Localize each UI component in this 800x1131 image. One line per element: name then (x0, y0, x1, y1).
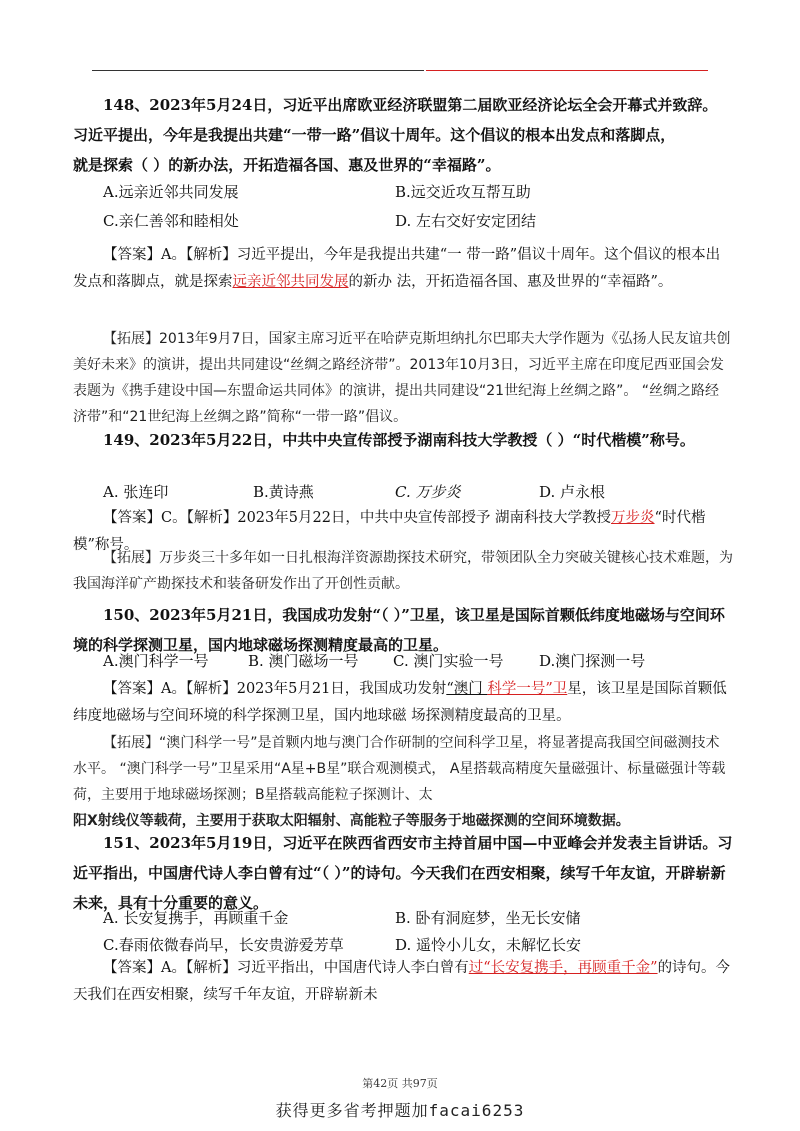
q148-option-b: B.远交近攻互帮互助 (395, 183, 531, 201)
q150-answer (73, 676, 733, 730)
q149-line1: 149、2023年5月22日，中共中央宣传部授予湖南科技大学教授（ ）“时代楷模”称号。 (103, 431, 695, 449)
q148-line1: 148、2023年5月24日，习近平出席欧亚经济联盟第二届欧亚经济论坛全会开幕式并致辞。 (103, 96, 718, 114)
question-148 (73, 90, 733, 180)
q150-extension-bold: 阳X射线仪等载荷，主要用于获取太阳辐射、高能粒子等服务于地磁探测的空间环境数据。 (73, 813, 630, 829)
q149-answer-tail: “时代楷模”称号。 (73, 510, 706, 553)
q148-line2: 习近平提出，今年是我提出共建“一带一路”倡议十周年。这个倡议的根本出发点和落脚点， (73, 126, 676, 144)
q150-option-a: A.澳门科学一号 (103, 652, 209, 670)
q148-option-d: D. 左右交好安定团结 (395, 212, 537, 230)
q150-answer-tail: 星，该卫星是国际首颗低纬度地磁场与空间环境的科学探测卫星，国内地球磁 场探测精度最高的卫星。 (73, 681, 727, 724)
q150-option-b: B. 澳门磁场一号 (248, 652, 359, 670)
header-rule-red (426, 70, 708, 71)
q149-answer-highlight: 万步炎 (611, 510, 655, 526)
q150-option-d: D.澳门探测一号 (539, 652, 646, 670)
q148-answer (73, 242, 733, 296)
q151-answer (73, 955, 733, 1009)
q148-answer-text: 【答案】A。【解析】习近平提出，今年是我提出共建“一 带一路”倡议十周年。这个倡议的根本出发点和落脚点，就是探索 (73, 247, 721, 290)
q149-answer-text: 【答案】C。【解析】2023年5月22日，中共中央宣传部授予 湖南科技大学教授 (103, 510, 612, 526)
q151-answer-text: 【答案】A。【解析】习近平指出，中国唐代诗人李白曾有 (103, 960, 469, 976)
q148-extension (73, 326, 733, 430)
page-number: 第42页 共97页 (362, 1077, 438, 1090)
q148-option-c: C.亲仁善邻和睦相处 (103, 212, 239, 230)
q151-line1: 151、2023年5月19日，习近平在陕西省西安市主持首届中国—中亚峰会并发表主旨讲话。习近平指出，中国唐代诗人李白曾有过“（ ）”的诗句。今天我们在西安相聚，续写千年友谊，开辟崭新未来，具有十分重要的意义。 (73, 834, 733, 912)
q149-option-a: A. 张连印 (103, 483, 169, 501)
q151-option-d: D. 遥怜小儿女，未解忆长安 (395, 936, 582, 954)
q151-option-a: A. 长安复携手，再顾重千金 (103, 909, 289, 927)
q150-answer-quote-close: ”卫 (545, 681, 568, 697)
q150-answer-quote-open: “澳门 (446, 681, 488, 697)
q151-option-b: B. 卧有洞庭梦，坐无长安储 (395, 909, 581, 927)
q148-line3: 就是探索（ ）的新办法，开拓造福各国、惠及世界的“幸福路”。 (73, 156, 501, 174)
q150-answer-text: 【答案】A。【解析】2023年5月21日，我国成功发射 (103, 681, 447, 697)
q148-answer-highlight: 远亲近邻共同发展 (232, 274, 349, 290)
q151-option-c: C.春雨依微春尚早，长安贵游爱芳草 (103, 936, 344, 954)
q151-answer-highlight: 过“长安复携手，再顾重千金” (468, 960, 658, 976)
q150-extension (73, 730, 733, 834)
q149-option-d: D. 卢永根 (539, 483, 606, 501)
header-rule-black (92, 70, 424, 71)
q149-extension-text: 【拓展】万步炎三十多年如一日扎根海洋资源勘探技术研究，带领团队全力突破关键核心技术难题，为我国海洋矿产勘探技术和装备研发作出了开创性贡献。 (73, 550, 733, 592)
q149-option-b: B.黄诗燕 (253, 483, 314, 501)
question-149 (73, 425, 733, 455)
q151-answer-tail: 的诗句。今天我们在西安相聚，续写千年友谊，开辟崭新未 (73, 960, 731, 1003)
q150-answer-highlight: 科学一号 (487, 681, 546, 697)
q148-option-a: A.远亲近邻共同发展 (103, 183, 239, 201)
q150-line1: 150、2023年5月21日，我国成功发射“（ ）”卫星，该卫星是国际首颗低纬度地磁场与空间环境的科学探测卫星，国内地球磁场探测精度最高的卫星。 (73, 606, 725, 654)
q149-option-c: C. 万步炎 (395, 483, 461, 501)
q148-extension-text: 【拓展】2013年9月7日，国家主席习近平在哈萨克斯坦纳扎尔巴耶夫大学作题为《弘扬人民友谊共创美好未来》的演讲，提出共同建设“丝绸之路经济带”。2013年10月3日，习近平主席在印度尼西亚国会发表题为《携手建设中国—东盟命运共同体》的演讲，提出共同建设“21世纪海上丝绸之路”。 “丝绸之路经济带”和“21世纪海上丝绸之路”简称“一带一路”倡议。 (73, 331, 731, 425)
q149-extension (73, 545, 733, 597)
promo-text: 获得更多省考押题加facai6253 (275, 1101, 525, 1120)
q148-answer-tail: 的新办 法，开拓造福各国、惠及世界的“幸福路”。 (348, 274, 673, 290)
q150-extension-text: 【拓展】“澳门科学一号”是首颗内地与澳门合作研制的空间科学卫星，将显著提高我国空间磁测技术水平。 “澳门科学一号”卫星采用“A星+B星”联合观测模式， A星搭载高精度矢量磁强计、标量磁强计等载荷，主要用于地球磁场探测；B星搭载高能粒子探测计、太 (73, 735, 726, 803)
q150-option-c: C. 澳门实验一号 (393, 652, 504, 670)
